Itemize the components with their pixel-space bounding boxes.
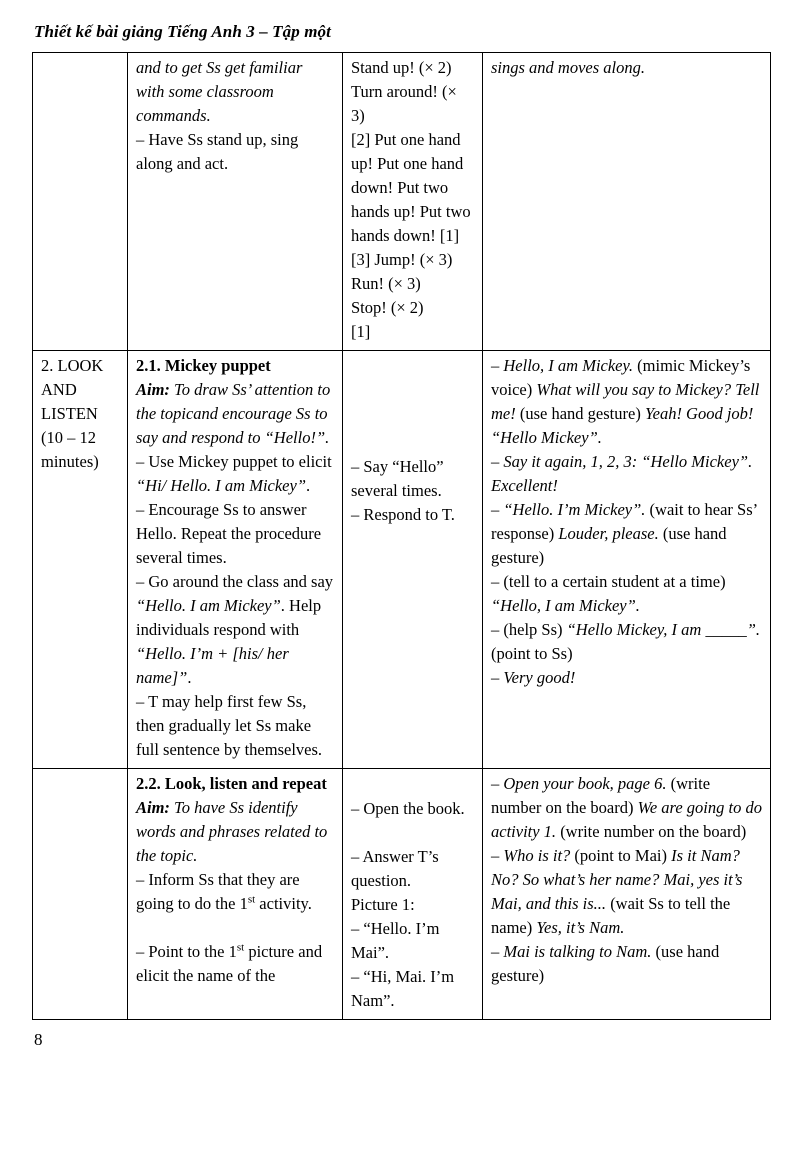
text-run: – Open the book.: [351, 799, 465, 818]
text-run: Run! (× 3): [351, 274, 421, 293]
cell-stage: [33, 769, 128, 1020]
text-run: – Very good!: [491, 668, 576, 687]
paragraph: [351, 320, 474, 344]
text-run: .: [306, 476, 311, 495]
text-run: Aim:: [136, 380, 170, 399]
cell-teacher-activities: [128, 769, 343, 1020]
text-run: “Hello. I am Mickey”: [136, 596, 281, 615]
cell-student-activities: [343, 351, 483, 769]
lesson-table: [32, 52, 771, 1020]
text-run: 2.1. Mickey puppet: [136, 356, 271, 375]
text-run: [1]: [351, 322, 371, 341]
text-run: – Mai is talking to Nam.: [491, 942, 652, 961]
paragraph: [491, 844, 762, 940]
text-run: (mimic Mickey’s voice): [491, 356, 751, 399]
cell-stage: [33, 53, 128, 351]
text-run: activity.: [255, 894, 312, 913]
table-row: [33, 769, 771, 1020]
paragraph: [351, 56, 474, 128]
document-header: Thiết kế bài giảng Tiếng Anh 3 – Tập một: [34, 22, 331, 41]
lesson-table-body: [33, 53, 771, 1020]
text-run: (write number on the board): [556, 822, 747, 841]
text-run: – “Hello. I’m Mai”.: [351, 919, 440, 962]
cell-teacher-language: [483, 769, 771, 1020]
text-run: (use hand gesture): [515, 404, 645, 423]
text-run: Is it Nam? No? So what’s her name? Mai, yes it’s Mai, and this is...: [491, 846, 743, 913]
text-run: – Use Mickey puppet to elicit: [136, 452, 332, 471]
text-run: – Go around the class and say: [136, 572, 334, 591]
text-run: 2. LOOK AND LISTEN (10 – 12 minutes): [41, 356, 104, 471]
paragraph: [136, 498, 334, 570]
paragraph: [351, 821, 474, 845]
text-run: We are going to do activity 1.: [491, 798, 762, 841]
cell-teacher-activities: [128, 351, 343, 769]
paragraph: [136, 772, 334, 796]
paragraph: [136, 450, 334, 498]
text-run: (wait to hear Ss’ response): [491, 500, 757, 543]
paragraph: [491, 772, 762, 844]
text-run: (use hand gesture): [491, 942, 720, 985]
paragraph: [136, 378, 334, 450]
paragraph: [136, 690, 334, 762]
text-run: [2] Put one hand up! Put one hand down! Put two hands up! Put two hands down! [1]: [351, 130, 471, 245]
paragraph: [491, 570, 762, 618]
table-row: [33, 53, 771, 351]
paragraph: [491, 498, 762, 570]
paragraph: [351, 272, 474, 296]
cell-stage: [33, 351, 128, 769]
text-run: “Hello Mickey, I am _____”.: [566, 620, 761, 639]
text-run: (use hand gesture): [491, 524, 727, 567]
text-run: – Answer T’s question.: [351, 847, 439, 890]
page-number: 8: [34, 1030, 43, 1049]
text-run: – Say it again, 1, 2, 3: “Hello Mickey”. Excellent!: [491, 452, 753, 495]
text-run: Stop! (× 2): [351, 298, 424, 317]
text-run: Yes, it’s Nam.: [536, 918, 625, 937]
text-run: To draw Ss’ attention to the topicand encourage Ss to say and respond to “Hello!”.: [136, 380, 331, 447]
text-run: What will you say to Mickey? Tell me!: [491, 380, 760, 423]
text-run: – Point to the 1: [136, 942, 237, 961]
paragraph: [491, 354, 762, 450]
text-run: (write number on the board): [491, 774, 711, 817]
text-run: “Hello, I am Mickey”.: [491, 596, 640, 615]
text-run: (wait Ss to tell the name): [491, 894, 731, 937]
cell-teacher-activities: [128, 53, 343, 351]
paragraph: [351, 797, 474, 821]
paragraph: [351, 248, 474, 272]
paragraph: [136, 940, 334, 988]
text-run: – (help Ss): [491, 620, 567, 639]
text-run: st: [236, 941, 245, 954]
text-run: .: [187, 668, 192, 687]
paragraph: [136, 796, 334, 868]
paragraph: [351, 503, 474, 527]
text-run: 2.2. Look, listen and repeat: [136, 774, 327, 793]
paragraph: [351, 128, 474, 248]
text-run: To have Ss identify words and phrases related to the topic.: [136, 798, 328, 865]
paragraph: [491, 940, 762, 988]
paragraph: [136, 916, 334, 940]
text-run: “Hi/ Hello. I am Mickey”: [136, 476, 307, 495]
text-run: – Inform Ss that they are going to do the 1: [136, 870, 300, 913]
text-run: Picture 1:: [351, 895, 415, 914]
text-run: Yeah! Good job! “Hello Mickey”.: [491, 404, 754, 447]
paragraph: [351, 893, 474, 917]
text-run: [3] Jump! (× 3): [351, 250, 453, 269]
cell-teacher-language: [483, 53, 771, 351]
text-run: – “Hi, Mai. I’m Nam”.: [351, 967, 455, 1010]
paragraph: [351, 296, 474, 320]
text-run: – Hello, I am Mickey.: [491, 356, 634, 375]
text-run: st: [247, 893, 256, 906]
paragraph: [351, 917, 474, 965]
paragraph: [491, 450, 762, 498]
text-run: and to get Ss get familiar with some classroom commands.: [136, 58, 303, 125]
text-run: – Encourage Ss to answer Hello. Repeat the procedure several times.: [136, 500, 322, 567]
cell-teacher-language: [483, 351, 771, 769]
paragraph: [351, 965, 474, 1013]
paragraph: [136, 56, 334, 128]
cell-student-activities: [343, 769, 483, 1020]
paragraph: [351, 845, 474, 893]
paragraph: [491, 618, 762, 666]
text-run: “Hello. I’m + [his/ her name]”: [136, 644, 289, 687]
text-run: – Have Ss stand up, sing along and act.: [136, 130, 299, 173]
paragraph: [351, 455, 474, 503]
text-run: picture and elicit the name of the: [136, 942, 323, 985]
paragraph: [136, 128, 334, 176]
text-run: – T may help first few Ss, then gradually let Ss make full sentence by themselves.: [136, 692, 323, 759]
text-run: – Respond to T.: [351, 505, 455, 524]
cell-student-activities: [343, 53, 483, 351]
text-run: (point to Ss): [491, 644, 573, 663]
text-run: – “Hello. I’m Mickey”.: [491, 500, 646, 519]
table-row: [33, 351, 771, 769]
paragraph: [136, 868, 334, 916]
paragraph: [491, 666, 762, 690]
text-run: sings and moves along.: [491, 58, 645, 77]
paragraph: [41, 354, 119, 474]
paragraph: [136, 570, 334, 690]
text-run: – Open your book, page 6.: [491, 774, 667, 793]
text-run: Louder, please.: [558, 524, 659, 543]
text-run: – (tell to a certain student at a time): [491, 572, 726, 591]
text-run: Stand up! (× 2) Turn around! (× 3): [351, 58, 457, 125]
text-run: Aim:: [136, 798, 170, 817]
text-run: – Who is it?: [491, 846, 571, 865]
paragraph: [491, 56, 762, 80]
text-run: (point to Mai): [570, 846, 672, 865]
paragraph: [136, 354, 334, 378]
text-run: . Help individuals respond with: [136, 596, 322, 639]
text-run: – Say “Hello” several times.: [351, 457, 444, 500]
